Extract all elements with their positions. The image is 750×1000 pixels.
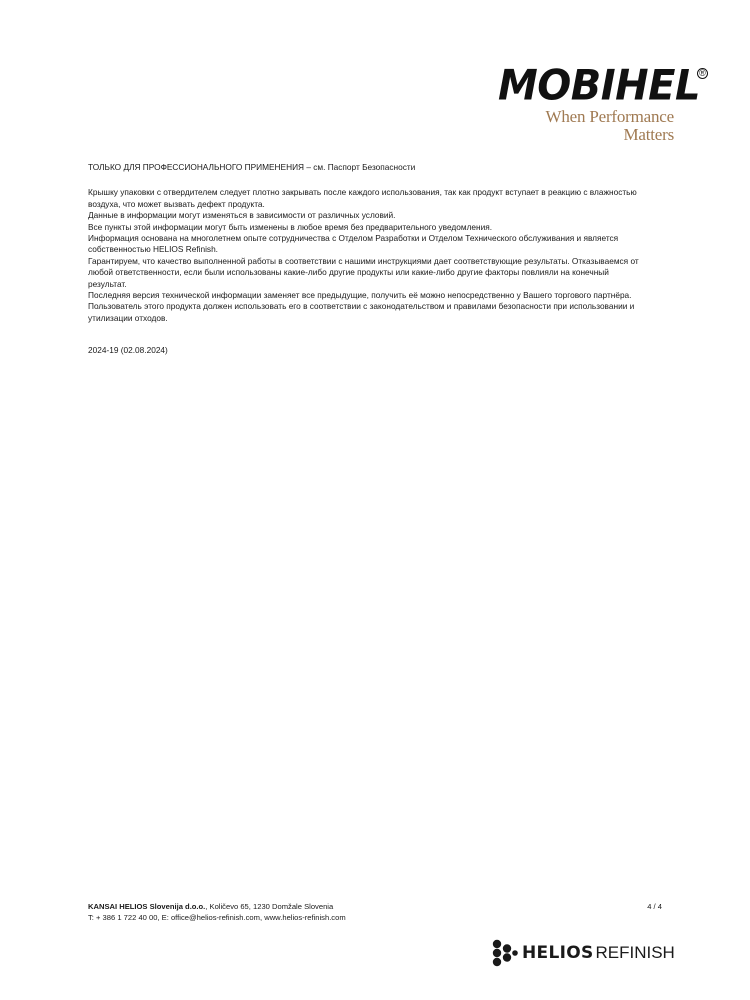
footer-contacts: T: + 386 1 722 40 00, E: office@helios-refinish.com, www.helios-refinish.com xyxy=(88,912,346,922)
professional-use-notice: ТОЛЬКО ДЛЯ ПРОФЕССИОНАЛЬНОГО ПРИМЕНЕНИЯ – см. Паспорт Безопасности xyxy=(88,162,416,172)
page-footer xyxy=(88,902,662,923)
document-body xyxy=(88,162,648,365)
footer-address-line xyxy=(88,902,662,913)
helios-refinish-logo xyxy=(490,938,675,968)
footer-company: KANSAI HELIOS Slovenija d.o.o. xyxy=(88,902,206,911)
paragraph-conditions: Данные в информации могут изменяться в зависимости от различных условий. xyxy=(88,210,396,221)
brand-tagline: When Performance Matters xyxy=(545,107,674,144)
paragraph-latest-version: Последняя версия технической информации заменяет все предыдущие, получить её можно непосредственно у Вашего торгового партнёра. xyxy=(88,290,632,301)
document-code: 2024-19 (02.08.2024) xyxy=(88,345,168,356)
helios-word: HELIOS xyxy=(522,943,594,963)
footer-address: , Količevo 65, 1230 Domžale Slovenia xyxy=(205,902,334,911)
registered-mark: ® xyxy=(697,68,708,79)
paragraph-liability: Гарантируем, что качество выполненной работы в соответствии с нашими инструкциями дает соответствующие результаты. Отказываемся от любой ответственности, если были использованы какие-либо другие продукты или какие-либо другие факторы повлияли на конечный результат. xyxy=(88,255,639,289)
paragraph-storage: Крышку упаковки с отвердителем следует плотно закрывать после каждого использования, так как продукт вступает в реакцию с влажностью воздуха, что может вызвать дефект продукта. xyxy=(88,187,637,209)
paragraph-changes: Все пункты этой информации могут быть изменены в любое время без предварительного уведомления. xyxy=(88,221,493,232)
helios-dots-icon xyxy=(490,939,518,967)
mobihel-logo xyxy=(498,61,706,144)
refinish-word: REFINISH xyxy=(595,943,675,962)
paragraph-ownership: Информация основана на многолетнем опыте сотрудничества с Отделом Разработки и Отделом Технического обслуживания и является собственностью HELIOS Refinish. xyxy=(88,233,619,255)
page-number: 4 / 4 xyxy=(647,902,662,911)
paragraph-disposal: Пользователь этого продукта должен использовать его в соответствии с законодательством и правилами безопасности при использовании и утилизации отходов. xyxy=(88,301,635,323)
brand-name: MOBIHEL xyxy=(498,61,700,111)
